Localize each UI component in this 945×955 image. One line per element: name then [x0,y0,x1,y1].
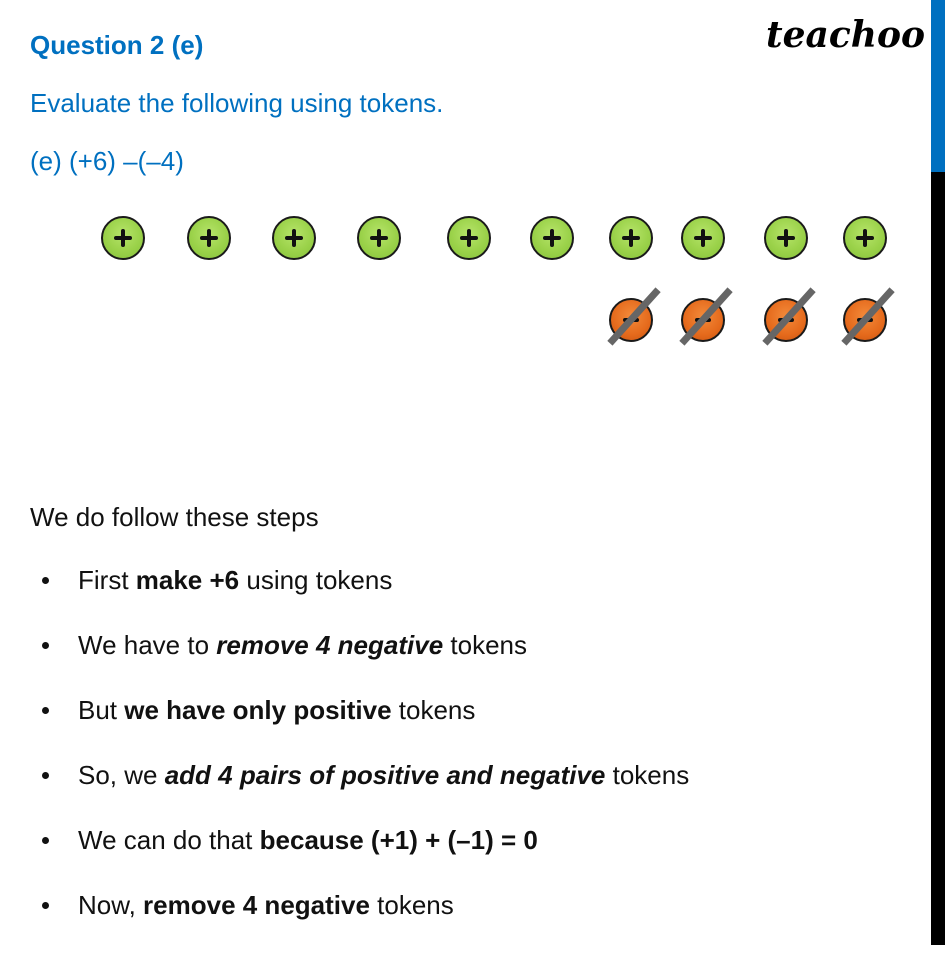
step-text: We have to [78,630,217,660]
steps-list [30,565,689,955]
bullet-icon [42,707,49,714]
step-item [30,695,689,760]
plus-icon [611,218,651,258]
positive-token [681,216,725,260]
plus-icon [845,218,885,258]
step-text: tokens [369,890,454,920]
positive-token [272,216,316,260]
step-text: make +6 [135,565,240,595]
positive-token [357,216,401,260]
step-text: because (+1) + (–1) = 0 [259,825,538,855]
step-item [30,890,689,955]
step-item [30,630,689,695]
plus-icon [532,218,572,258]
bullet-icon [42,837,49,844]
step-text: But [78,695,125,725]
plus-icon [274,218,314,258]
step-text: using tokens [239,565,393,595]
bullet-icon [42,642,49,649]
step-item [30,825,689,890]
side-accent-bar-black [931,172,945,945]
bullet-icon [42,577,49,584]
side-accent-bar-blue [931,0,945,172]
step-text: We can do that [78,825,260,855]
step-text: we have only positive [124,695,392,725]
positive-token [609,216,653,260]
step-item [30,565,689,630]
positive-token [530,216,574,260]
bullet-icon [42,772,49,779]
step-item [30,760,689,825]
step-text: So, we [78,760,165,790]
explanation-intro: We do follow these steps [30,502,319,532]
question-expression: (e) (+6) –(–4) [30,146,184,176]
question-title: Question 2 (e) [30,30,204,60]
teachoo-logo: teachoo [766,14,925,56]
step-text: First [78,565,136,595]
step-text: remove 4 negative [216,630,444,660]
positive-token [447,216,491,260]
plus-icon [103,218,143,258]
step-text: tokens [391,695,476,725]
positive-token [843,216,887,260]
plus-icon [189,218,229,258]
plus-icon [449,218,489,258]
plus-icon [359,218,399,258]
plus-icon [766,218,806,258]
step-text: tokens [443,630,527,660]
step-text: remove 4 negative [143,890,370,920]
step-text: Now, [78,890,144,920]
question-instruction: Evaluate the following using tokens. [30,88,444,118]
step-text: tokens [605,760,690,790]
bullet-icon [42,902,49,909]
positive-token [187,216,231,260]
plus-icon [683,218,723,258]
positive-token [764,216,808,260]
positive-token [101,216,145,260]
step-text: add 4 pairs of positive and negative [164,760,606,790]
